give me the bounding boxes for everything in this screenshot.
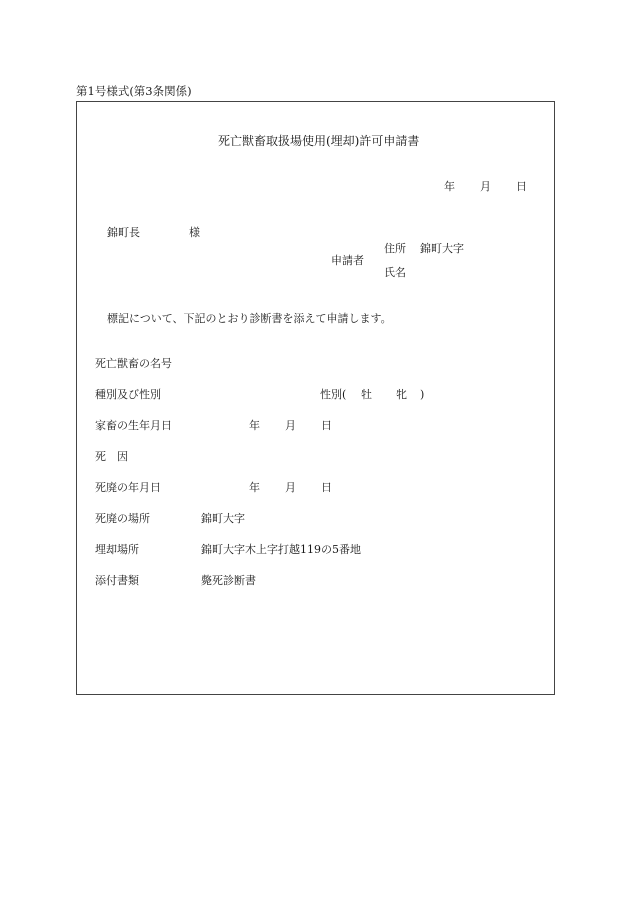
- attachments-value: 斃死診断書: [201, 574, 256, 587]
- sex-prefix: 性別(: [320, 388, 347, 401]
- death-day: 日: [321, 481, 332, 494]
- cause-label: 死 因: [95, 450, 128, 463]
- species-sex-label: 種別及び性別: [95, 388, 161, 401]
- burial-place-value: 錦町大字木上字打越119の5番地: [201, 543, 361, 556]
- sex-male: 牡: [361, 388, 372, 401]
- date-month: 月: [480, 180, 491, 193]
- death-month: 月: [285, 481, 296, 494]
- form-title: 死亡獣畜取扱場使用(埋却)許可申請書: [218, 134, 420, 148]
- burial-place-label: 埋却場所: [95, 543, 139, 556]
- birth-month: 月: [285, 419, 296, 432]
- applicant-label: 申請者: [331, 254, 364, 267]
- sex-suffix: ): [420, 388, 425, 401]
- sex-female: 牝: [396, 388, 407, 401]
- addressee-honorific: 様: [189, 226, 200, 239]
- birth-day: 日: [321, 419, 332, 432]
- applicant-address-value: 錦町大字: [420, 242, 464, 255]
- death-place-label: 死廃の場所: [95, 512, 150, 525]
- applicant-name-label: 氏名: [384, 266, 406, 279]
- addressee-name: 錦町長: [107, 226, 140, 239]
- date-year: 年: [444, 180, 455, 193]
- birth-year: 年: [249, 419, 260, 432]
- form-number: 第1号様式(第3条関係): [76, 84, 192, 98]
- death-place-value: 錦町大字: [201, 512, 245, 525]
- animal-name-label: 死亡獣畜の名号: [95, 357, 172, 370]
- death-year: 年: [249, 481, 260, 494]
- applicant-address-label: 住所: [384, 242, 406, 255]
- statement: 標記について、下記のとおり診断書を添えて申請します。: [107, 312, 392, 325]
- birth-date-label: 家畜の生年月日: [95, 419, 172, 432]
- death-date-label: 死廃の年月日: [95, 481, 161, 494]
- attachments-label: 添付書類: [95, 574, 139, 587]
- date-day: 日: [516, 180, 527, 193]
